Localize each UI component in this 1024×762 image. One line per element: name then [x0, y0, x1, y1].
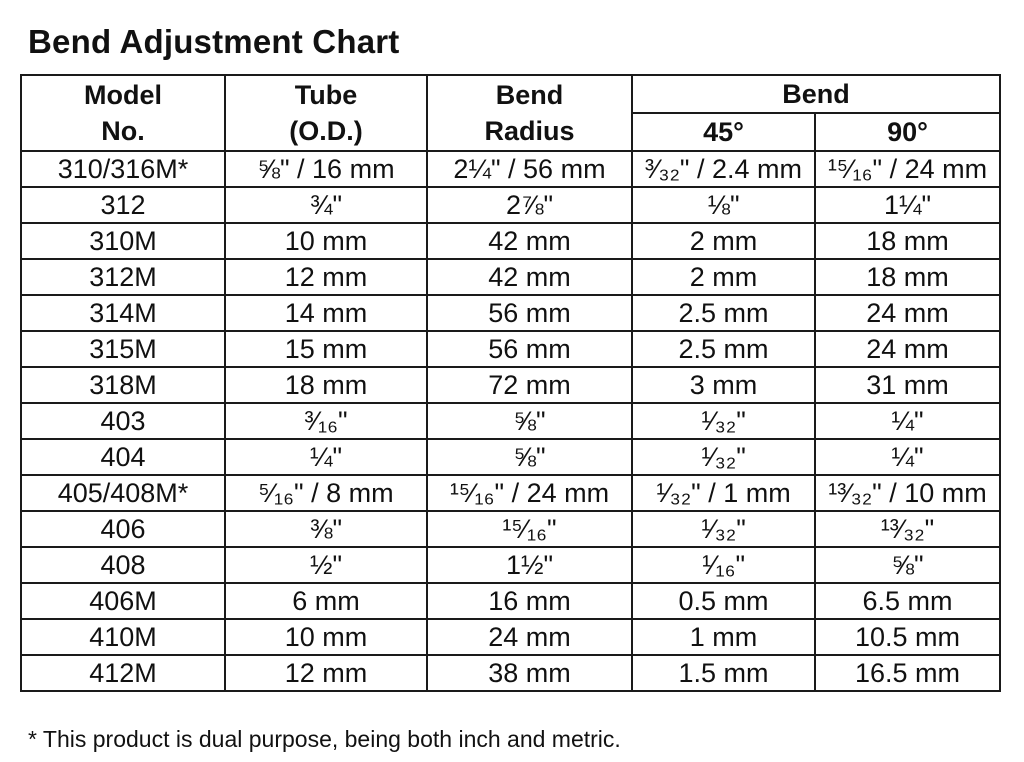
cell-bend-radius: 1½" [427, 547, 632, 583]
cell-model-no: 405/408M* [21, 475, 225, 511]
bend-adjustment-table [20, 74, 1001, 692]
cell-bend-radius: ¹⁵⁄₁₆" / 24 mm [427, 475, 632, 511]
cell-bend-90: 24 mm [815, 331, 1000, 367]
cell-bend-45: 2 mm [632, 259, 815, 295]
table-row [21, 259, 1000, 295]
cell-bend-45: 0.5 mm [632, 583, 815, 619]
cell-bend-90: 24 mm [815, 295, 1000, 331]
cell-model-no: 406 [21, 511, 225, 547]
cell-bend-90: ⅝" [815, 547, 1000, 583]
cell-model-no: 315M [21, 331, 225, 367]
cell-model-no: 403 [21, 403, 225, 439]
cell-bend-45: ¹⁄₁₆" [632, 547, 815, 583]
page-title: Bend Adjustment Chart [28, 23, 400, 60]
cell-tube-od: 15 mm [225, 331, 427, 367]
cell-model-no: 318M [21, 367, 225, 403]
cell-bend-45: 2.5 mm [632, 295, 815, 331]
table-row [21, 295, 1000, 331]
header-tube-line1: Tube [294, 80, 358, 110]
cell-bend-90: 6.5 mm [815, 583, 1000, 619]
cell-bend-45: 2.5 mm [632, 331, 815, 367]
cell-tube-od: ¼" [225, 439, 427, 475]
header-bend-45: 45° [632, 113, 815, 151]
cell-bend-45: ¹⁄₃₂" [632, 511, 815, 547]
table-row [21, 511, 1000, 547]
cell-bend-90: ¼" [815, 439, 1000, 475]
cell-model-no: 310M [21, 223, 225, 259]
table-row [21, 223, 1000, 259]
cell-tube-od: 12 mm [225, 259, 427, 295]
cell-tube-od: 18 mm [225, 367, 427, 403]
cell-tube-od: ³⁄₁₆" [225, 403, 427, 439]
cell-tube-od: ½" [225, 547, 427, 583]
cell-bend-90: 1¼" [815, 187, 1000, 223]
header-tube-od [225, 75, 427, 151]
table-row [21, 187, 1000, 223]
table-row [21, 367, 1000, 403]
header-bend-90: 90° [815, 113, 1000, 151]
cell-bend-radius: 24 mm [427, 619, 632, 655]
header-bend-radius [427, 75, 632, 151]
cell-bend-radius: 38 mm [427, 655, 632, 691]
header-model-line1: Model [84, 80, 162, 110]
cell-bend-radius: 16 mm [427, 583, 632, 619]
header-bend-group: Bend [632, 75, 1000, 113]
cell-model-no: 410M [21, 619, 225, 655]
cell-tube-od: 10 mm [225, 223, 427, 259]
cell-model-no: 412M [21, 655, 225, 691]
cell-model-no: 312M [21, 259, 225, 295]
cell-bend-45: 3 mm [632, 367, 815, 403]
table-row [21, 655, 1000, 691]
cell-tube-od: 12 mm [225, 655, 427, 691]
table-row [21, 547, 1000, 583]
cell-model-no: 312 [21, 187, 225, 223]
cell-tube-od: ⁵⁄₁₆" / 8 mm [225, 475, 427, 511]
cell-bend-radius: 72 mm [427, 367, 632, 403]
header-radius-line2: Radius [484, 116, 575, 146]
cell-model-no: 310/316M* [21, 151, 225, 187]
cell-tube-od: ¾" [225, 187, 427, 223]
cell-bend-45: ¹⁄₃₂" [632, 403, 815, 439]
cell-bend-90: 18 mm [815, 259, 1000, 295]
table-row [21, 151, 1000, 187]
cell-bend-90: 16.5 mm [815, 655, 1000, 691]
cell-bend-radius: 56 mm [427, 331, 632, 367]
table-row [21, 331, 1000, 367]
cell-bend-radius: 42 mm [427, 223, 632, 259]
cell-model-no: 408 [21, 547, 225, 583]
cell-bend-radius: 42 mm [427, 259, 632, 295]
footnote: * This product is dual purpose, being both inch and metric. [28, 726, 621, 752]
cell-bend-radius: ¹⁵⁄₁₆" [427, 511, 632, 547]
cell-tube-od: 6 mm [225, 583, 427, 619]
cell-bend-90: ¹⁵⁄₁₆" / 24 mm [815, 151, 1000, 187]
cell-tube-od: 10 mm [225, 619, 427, 655]
cell-model-no: 314M [21, 295, 225, 331]
table-row [21, 583, 1000, 619]
cell-bend-90: ¹³⁄₃₂" [815, 511, 1000, 547]
header-tube-line2: (O.D.) [289, 116, 363, 146]
cell-bend-radius: 56 mm [427, 295, 632, 331]
header-radius-line1: Bend [495, 80, 564, 110]
cell-bend-45: 1 mm [632, 619, 815, 655]
cell-bend-90: 31 mm [815, 367, 1000, 403]
cell-model-no: 406M [21, 583, 225, 619]
cell-bend-90: 18 mm [815, 223, 1000, 259]
cell-tube-od: ⅝" / 16 mm [225, 151, 427, 187]
cell-bend-radius: 2¼" / 56 mm [427, 151, 632, 187]
cell-bend-45: 2 mm [632, 223, 815, 259]
header-model-line2: No. [101, 116, 145, 146]
table-row [21, 439, 1000, 475]
table-header [21, 75, 1000, 151]
cell-tube-od: 14 mm [225, 295, 427, 331]
cell-bend-45: ¹⁄₃₂" / 1 mm [632, 475, 815, 511]
cell-bend-radius: 2⅞" [427, 187, 632, 223]
table-row [21, 475, 1000, 511]
header-model-no [21, 75, 225, 151]
cell-bend-45: ³⁄₃₂" / 2.4 mm [632, 151, 815, 187]
cell-bend-45: ⅛" [632, 187, 815, 223]
cell-bend-radius: ⅝" [427, 439, 632, 475]
cell-bend-radius: ⅝" [427, 403, 632, 439]
cell-bend-45: 1.5 mm [632, 655, 815, 691]
header-row-top [21, 75, 1000, 113]
cell-bend-90: ¼" [815, 403, 1000, 439]
table-row [21, 619, 1000, 655]
cell-model-no: 404 [21, 439, 225, 475]
cell-bend-90: 10.5 mm [815, 619, 1000, 655]
table-body [21, 151, 1000, 691]
cell-tube-od: ⅜" [225, 511, 427, 547]
table-row [21, 403, 1000, 439]
cell-bend-90: ¹³⁄₃₂" / 10 mm [815, 475, 1000, 511]
cell-bend-45: ¹⁄₃₂" [632, 439, 815, 475]
